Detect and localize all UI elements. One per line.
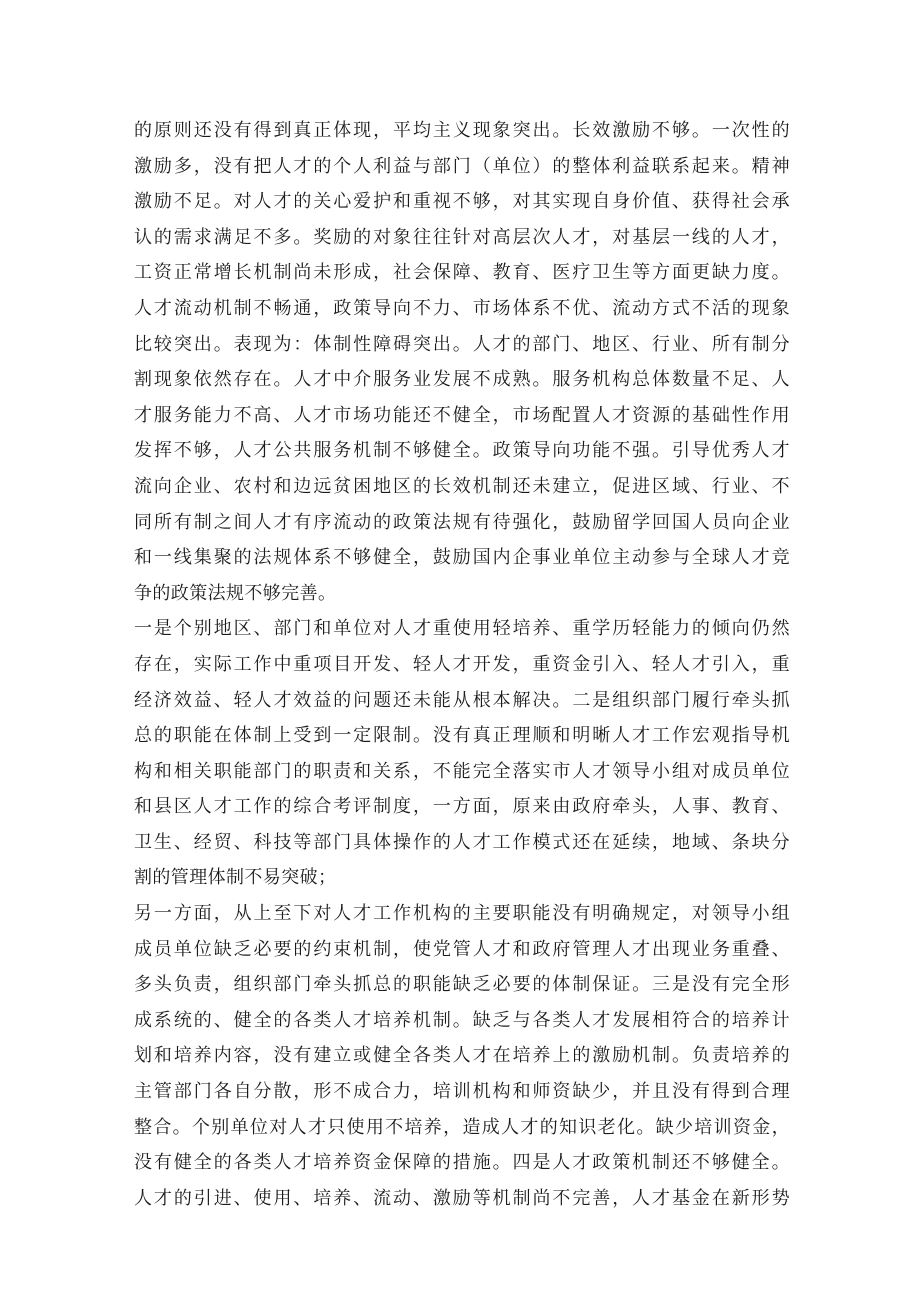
- text-line: 存在，实际工作中重项目开发、轻人才开发，重资金引入、轻人才引入，重: [134, 653, 790, 675]
- text-line: 认的需求满足不多。奖励的对象往往针对高层次人才，对基层一线的人才，: [134, 226, 790, 248]
- text-line: 激励不足。对人才的关心爱护和重视不够，对其实现自身价值、获得社会承: [134, 191, 790, 213]
- text-line: 整合。个别单位对人才只使用不培养，造成人才的知识老化。缺少培训资金，: [134, 1116, 790, 1138]
- text-line: 工资正常增长机制尚未形成，社会保障、教育、医疗卫生等方面更缺力度。: [134, 262, 790, 284]
- text-line: 构和相关职能部门的职责和关系，不能完全落实市人才领导小组对成员单位: [134, 760, 790, 782]
- text-line: 发挥不够，人才公共服务机制不够健全。政策导向功能不强。引导优秀人才: [134, 440, 790, 462]
- text-line: 流向企业、农村和边远贫困地区的长效机制还未建立，促进区域、行业、不: [134, 475, 790, 497]
- text-line: 才服务能力不高、人才市场功能还不健全，市场配置人才资源的基础性作用: [134, 404, 790, 426]
- text-line: 成员单位缺乏必要的约束机制，使党管人才和政府管理人才出现业务重叠、: [134, 938, 790, 960]
- text-line: 划和培养内容，没有建立或健全各类人才在培养上的激励机制。负责培养的: [134, 1045, 790, 1067]
- text-line: 争的政策法规不够完善。: [134, 582, 337, 604]
- text-line: 人才的引进、使用、培养、流动、激励等机制尚不完善，人才基金在新形势: [134, 1187, 790, 1209]
- text-line: 一是个别地区、部门和单位对人才重使用轻培养、重学历轻能力的倾向仍然: [134, 618, 790, 640]
- text-line: 的原则还没有得到真正体现，平均主义现象突出。长效激励不够。一次性的: [134, 120, 790, 141]
- text-line: 主管部门各自分散，形不成合力，培训机构和师资缺少，并且没有得到合理: [134, 1081, 790, 1103]
- text-line: 比较突出。表现为：体制性障碍突出。人才的部门、地区、行业、所有制分: [134, 333, 790, 355]
- text-line: 另一方面，从上至下对人才工作机构的主要职能没有明确规定，对领导小组: [134, 903, 790, 925]
- text-line: 同所有制之间人才有序流动的政策法规有待强化，鼓励留学回国人员向企业: [134, 511, 790, 533]
- text-line: 割的管理体制不易突破；: [134, 867, 337, 889]
- text-line: 和县区人才工作的综合考评制度，一方面，原来由政府牵头，人事、教育、: [134, 796, 790, 818]
- document-body: [134, 113, 790, 1216]
- text-line: 割现象依然存在。人才中介服务业发展不成熟。服务机构总体数量不足、人: [134, 369, 790, 391]
- text-line: 人才流动机制不畅通，政策导向不力、市场体系不优、流动方式不活的现象: [134, 297, 790, 319]
- text-line: 多头负责，组织部门牵头抓总的职能缺乏必要的体制保证。三是没有完全形: [134, 974, 790, 996]
- text-line: 和一线集聚的法规体系不够健全，鼓励国内企事业单位主动参与全球人才竞: [134, 547, 790, 569]
- text-line: 总的职能在体制上受到一定限制。没有真正理顺和明晰人才工作宏观指导机: [134, 725, 790, 747]
- text-line: 卫生、经贸、科技等部门具体操作的人才工作模式还在延续，地域、条块分: [134, 831, 790, 853]
- text-line: 经济效益、轻人才效益的问题还未能从根本解决。二是组织部门履行牵头抓: [134, 689, 790, 711]
- text-line: 激励多，没有把人才的个人利益与部门（单位）的整体利益联系起来。精神: [134, 155, 790, 177]
- text-line: 没有健全的各类人才培养资金保障的措施。四是人才政策机制还不够健全。: [134, 1152, 790, 1174]
- text-line: 成系统的、健全的各类人才培养机制。缺乏与各类人才发展相符合的培养计: [134, 1009, 790, 1031]
